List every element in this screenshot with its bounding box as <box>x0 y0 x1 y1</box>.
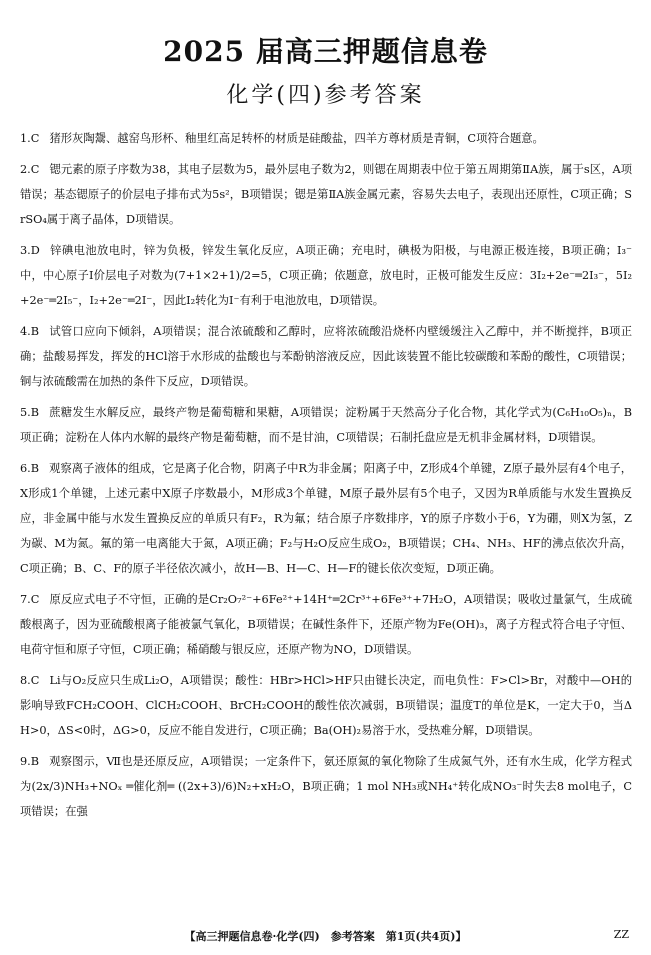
answer-item <box>20 400 632 450</box>
answer-number: 5. <box>20 406 31 419</box>
answer-item <box>20 587 632 662</box>
answer-item <box>20 668 632 743</box>
answer-explanation: 原反应式电子不守恒，正确的是Cr₂O₇²⁻+6Fe²⁺+14H⁺═2Cr³⁺+6Fe³⁺+7H₂O，A项错误；吸收过量氯气，生成硫酸根离子，因为亚硫酸根离子能被氯气氧化，B项错误；在碱性条件下，还原产物为Fe(OH)₃，离子方程式符合电子守恒、电荷守恒和原子守恒，C项正确；稀硝酸与银反应，还原产物为NO，D项错误。 <box>20 593 632 656</box>
answer-letter: B <box>30 462 40 475</box>
answer-explanation: 观察图示，Ⅶ也是还原反应，A项错误；一定条件下，氨还原氮的氧化物除了生成氮气外，还有水生成，化学方程式为(2x/3)NH₃+NOₓ ═催化剂═ ((2x+3)/6)N₂+xH₂O，B项正确；1 mol NH₃或NH₄⁺转化成NO₃⁻时失去8 mol电子，C项错误；在强 <box>20 755 632 818</box>
answer-number: 2. <box>20 163 31 176</box>
page-title: 2025 届高三押题信息卷 <box>163 35 488 68</box>
answer-explanation: 试管口应向下倾斜，A项错误；混合浓硫酸和乙醇时，应将浓硫酸沿烧杯内壁缓缓注入乙醇中，并不断搅拌，B项正确；盐酸易挥发，挥发的HCl溶于水形成的盐酸也与苯酚钠溶液反应，因此该装置不能比较碳酸和苯酚的酸性，C项错误；铜与浓硫酸需在加热的条件下反应，D项错误。 <box>20 325 632 388</box>
answer-number: 3. <box>20 244 31 257</box>
answer-item <box>20 238 632 313</box>
answer-explanation: 猪形灰陶鬶、越窑鸟形杯、釉里红高足转杯的材质是硅酸盐，四羊方尊材质是青铜，C项符合题意。 <box>49 132 544 145</box>
answer-explanation: 观察离子液体的组成，它是离子化合物，阴离子中R为非金属；阳离子中，Z形成4个单键，Z原子最外层有4个电子，X形成1个单键，上述元素中X原子序数最小，M形成3个单键，M原子最外层有5个电子，又因为R单质能与水发生置换反应，非金属中能与水发生置换反应的单质只有F₂，R为氟；结合原子序数排序，Y的原子序数小于6，Y为硼，则X为氢，Z为碳、M为氮。氟的第一电离能大于氮，A项正确；F₂与H₂O反应生成O₂，B项错误；CH₄、NH₃、HF的沸点依次升高，C项正确；B、C、F的原子半径依次减小，故H—B、H—C、H—F的键长依次变短，D项正确。 <box>20 462 632 575</box>
answer-item <box>20 126 632 151</box>
answer-letter: C <box>30 674 40 687</box>
answer-number: 4. <box>20 325 31 338</box>
answer-letter: C <box>30 163 40 176</box>
answer-number: 7. <box>20 593 31 606</box>
answer-number: 1. <box>20 132 31 145</box>
answer-number: 6. <box>20 462 31 475</box>
page-subtitle: 化学(四)参考答案 <box>226 83 425 108</box>
answer-explanation: 锌碘电池放电时，锌为负极，锌发生氧化反应，A项正确；充电时，碘极为阳极，与电源正极连接，B项正确；I₃⁻中，中心原子I价层电子对数为(7+1×2+1)/2=5，C项正确；依题意，放电时，正极可能发生反应：3I₂+2e⁻═2I₃⁻，5I₂+2e⁻═2I₅⁻，I₂+2e⁻═2I⁻，因此I₂转化为I⁻有利于电池放电，D项错误。 <box>20 244 632 307</box>
answer-number: 9. <box>20 755 31 768</box>
answer-letter: B <box>30 325 40 338</box>
footer-code: ZZ <box>613 928 629 941</box>
answer-item <box>20 319 632 394</box>
page-footer: 【高三押题信息卷·化学(四) 参考答案 第1页(共4页)】 <box>184 930 467 943</box>
answer-explanation: Li与O₂反应只生成Li₂O，A项错误；酸性：HBr>HCl>HF只由键长决定，而电负性：F>Cl>Br，对酸中—OH的影响导致FCH₂COOH、ClCH₂COOH、BrCH₂COOH的酸性依次减弱，B项错误；温度T的单位是K，一定大于0，当ΔH>0，ΔS<0时，ΔG>0，反应不能自发进行，C项正确；Ba(OH)₂易溶于水，受热难分解，D项错误。 <box>20 674 632 737</box>
answer-item <box>20 157 632 232</box>
answer-item <box>20 749 632 824</box>
answer-explanation: 锶元素的原子序数为38，其电子层数为5，最外层电子数为2，则锶在周期表中位于第五周期第ⅡA族，属于s区，A项错误；基态锶原子的价层电子排布式为5s²，B项错误；锶是第ⅡA族金属元素，容易失去电子，表现出还原性，C项正确；SrSO₄属于离子晶体，D项错误。 <box>20 163 632 226</box>
answer-letter: D <box>30 244 40 257</box>
answer-letter: C <box>30 593 40 606</box>
answer-list <box>20 126 632 830</box>
answer-letter: B <box>30 755 40 768</box>
answer-letter: C <box>30 132 40 145</box>
answer-explanation: 蔗糖发生水解反应，最终产物是葡萄糖和果糖，A项错误；淀粉属于天然高分子化合物，其化学式为(C₆H₁₀O₅)ₙ，B项正确；淀粉在人体内水解的最终产物是葡萄糖，而不是甘油，C项错误；石制托盘应是无机非金属材料，D项错误。 <box>20 406 632 444</box>
answer-letter: B <box>30 406 40 419</box>
answer-item <box>20 456 632 581</box>
answer-number: 8. <box>20 674 31 687</box>
